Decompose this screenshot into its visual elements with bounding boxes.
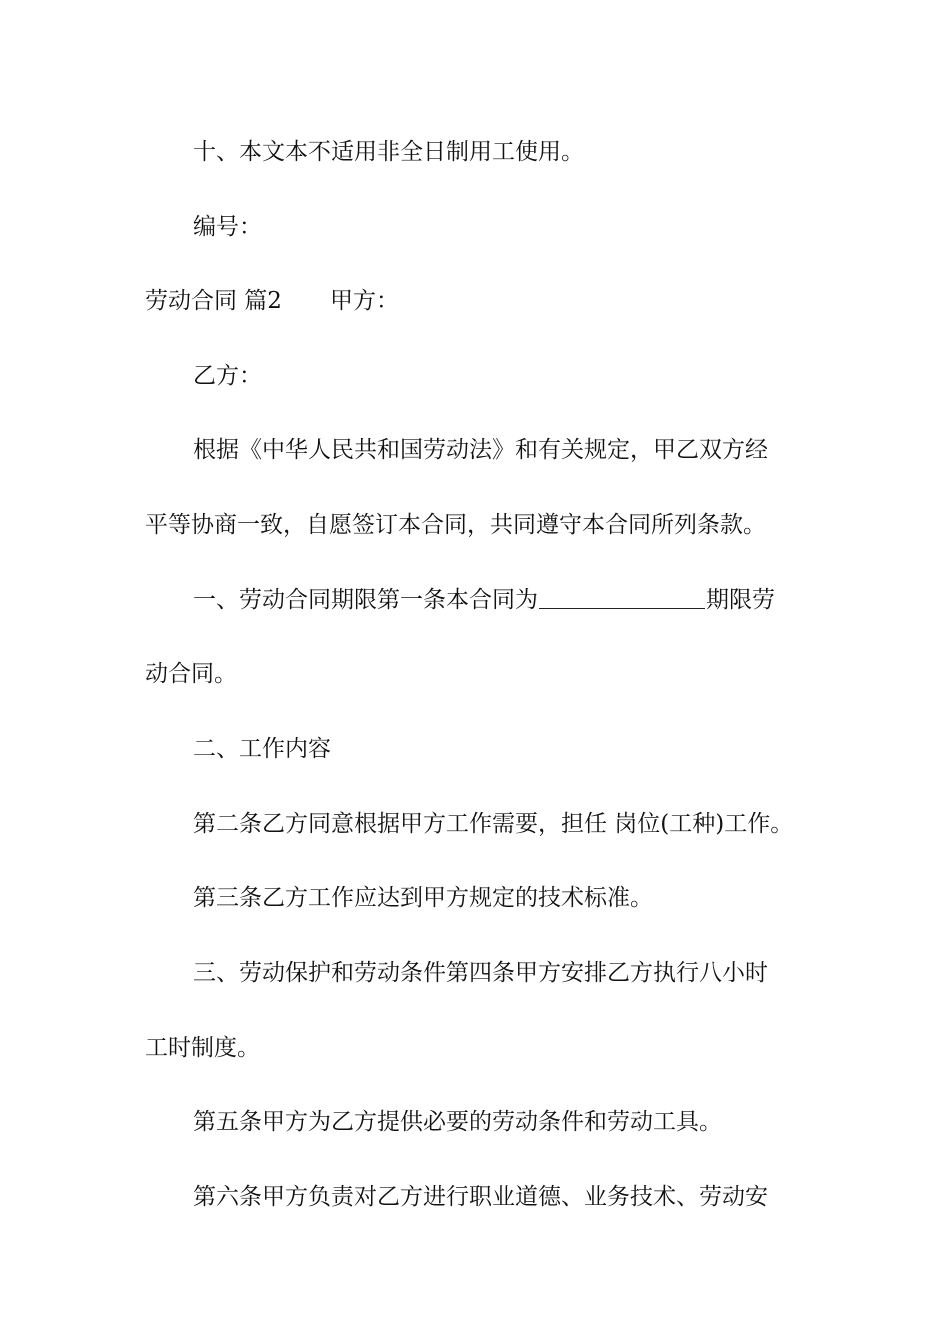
- heading-line: [145, 286, 399, 316]
- clause-one-suffix: 期限劳: [706, 587, 775, 613]
- text-line: 编号：: [193, 214, 262, 240]
- text-line: [193, 585, 775, 615]
- text-line: 平等协商一致，自愿签订本合同，共同遵守本合同所列条款。: [145, 512, 766, 538]
- text-line: 第五条甲方为乙方提供必要的劳动条件和劳动工具。: [193, 1109, 722, 1135]
- blank-field[interactable]: [539, 586, 705, 609]
- party-a-label: 甲方：: [329, 288, 399, 314]
- text-line: 工时制度。: [145, 1035, 260, 1061]
- text-line: 十、本文本不适用非全日制用工使用。: [193, 139, 584, 165]
- text-line: 动合同。: [145, 661, 237, 687]
- text-line: 根据《中华人民共和国劳动法》和有关规定，甲乙双方经: [193, 437, 768, 463]
- clause-one-text: 一、劳动合同期限第一条本合同为: [193, 587, 538, 613]
- text-line: 第三条乙方工作应达到甲方规定的技术标准。: [193, 885, 653, 911]
- text-line: 二、工作内容: [193, 736, 331, 762]
- contract-heading: 劳动合同 篇2: [145, 288, 282, 314]
- text-line: 第六条甲方负责对乙方进行职业道德、业务技术、劳动安: [193, 1184, 768, 1210]
- text-line: 乙方：: [193, 363, 262, 389]
- text-line: 第二条乙方同意根据甲方工作需要，担任 岗位(工种)工作。: [193, 811, 794, 837]
- text-line: 三、劳动保护和劳动条件第四条甲方安排乙方执行八小时: [193, 960, 768, 986]
